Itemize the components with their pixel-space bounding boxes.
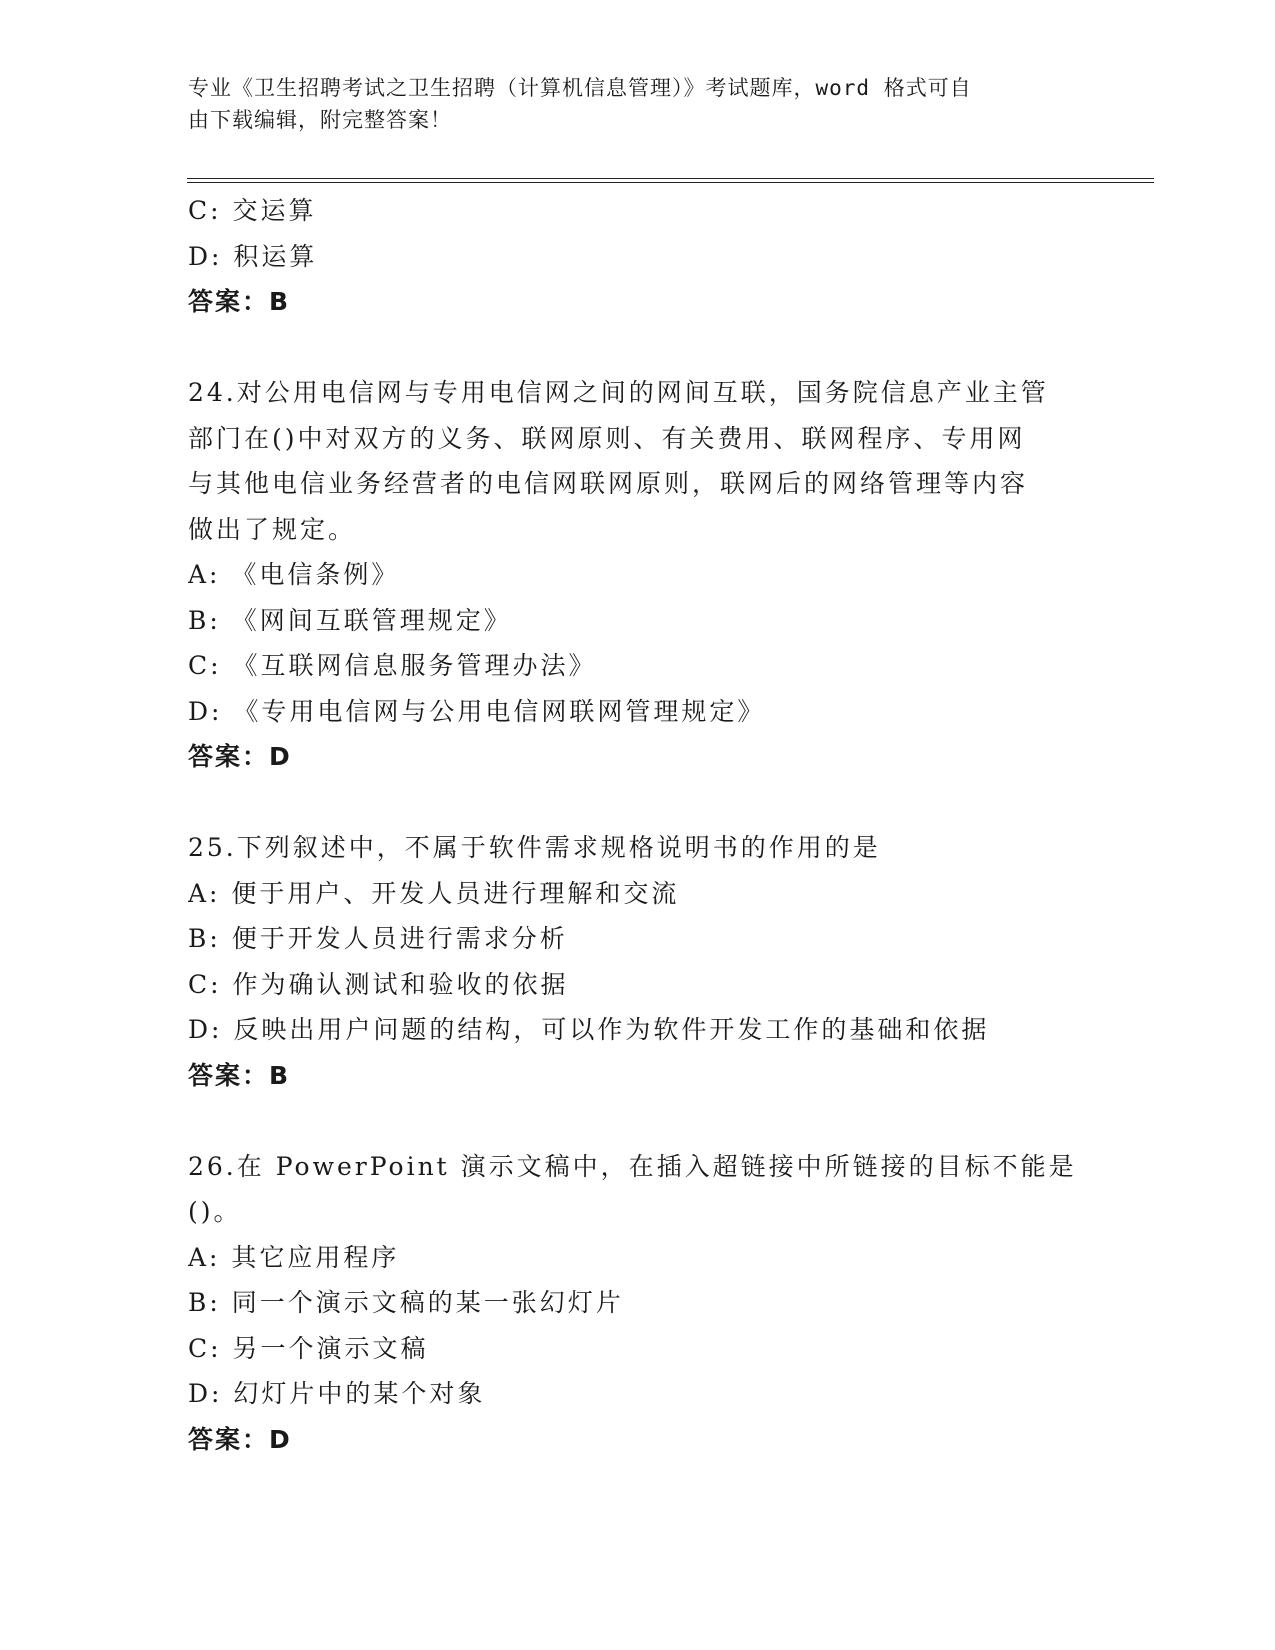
question-text-line: 24.对公用电信网与专用电信网之间的网间互联，国务院信息产业主管 (188, 378, 1049, 407)
question-text-line: 与其他电信业务经营者的电信网联网原则，联网后的网络管理等内容 (188, 469, 1029, 498)
question-25 (188, 825, 1088, 1098)
option-a: A: 其它应用程序 (188, 1242, 400, 1272)
option-b: B: 同一个演示文稿的某一张幻灯片 (188, 1288, 624, 1317)
option-a: A: 《电信条例》 (188, 560, 400, 589)
page-header (188, 72, 1068, 136)
option-b: B: 便于开发人员进行需求分析 (188, 924, 568, 953)
option-a: A: 便于用户、开发人员进行理解和交流 (188, 878, 680, 908)
option-c: C: 另一个演示文稿 (188, 1333, 429, 1363)
question-content (188, 188, 1088, 1462)
question-24 (188, 370, 1088, 780)
header-line-1: 专业《卫生招聘考试之卫生招聘（计算机信息管理）》考试题库，word 格式可自 (188, 76, 972, 100)
header-line-2: 由下载编辑，附完整答案！ (188, 108, 452, 132)
answer-line: 答案：B (188, 1060, 291, 1090)
question-text-line: ()。 (188, 1197, 242, 1226)
option-d: D: 积运算 (188, 241, 318, 271)
answer-line: 答案：B (188, 287, 291, 316)
option-c: C: 作为确认测试和验收的依据 (188, 969, 569, 999)
question-text-line: 26.在 PowerPoint 演示文稿中，在插入超链接中所链接的目标不能是 (188, 1151, 1077, 1181)
answer-line: 答案：D (188, 1424, 292, 1454)
option-d: D: 《专用电信网与公用电信网联网管理规定》 (188, 696, 766, 726)
header-divider-bottom (187, 182, 1154, 183)
question-26 (188, 1144, 1088, 1463)
question-text-line: 做出了规定。 (188, 514, 357, 544)
header-divider-top (187, 178, 1154, 179)
answer-line: 答案：D (188, 742, 292, 771)
option-c: C: 交运算 (188, 196, 317, 225)
option-d: D: 幻灯片中的某个对象 (188, 1379, 486, 1408)
option-c: C: 《互联网信息服务管理办法》 (188, 651, 597, 680)
question-text-line: 25.下列叙述中，不属于软件需求规格说明书的作用的是 (188, 833, 881, 862)
spacer (188, 325, 1088, 371)
question-23-continued (188, 188, 1088, 325)
spacer (188, 1098, 1088, 1144)
option-d: D: 反映出用户问题的结构，可以作为软件开发工作的基础和依据 (188, 1015, 990, 1044)
option-b: B: 《网间互联管理规定》 (188, 605, 512, 635)
question-text-line: 部门在()中对双方的义务、联网原则、有关费用、联网程序、专用网 (188, 423, 1026, 453)
spacer (188, 780, 1088, 826)
